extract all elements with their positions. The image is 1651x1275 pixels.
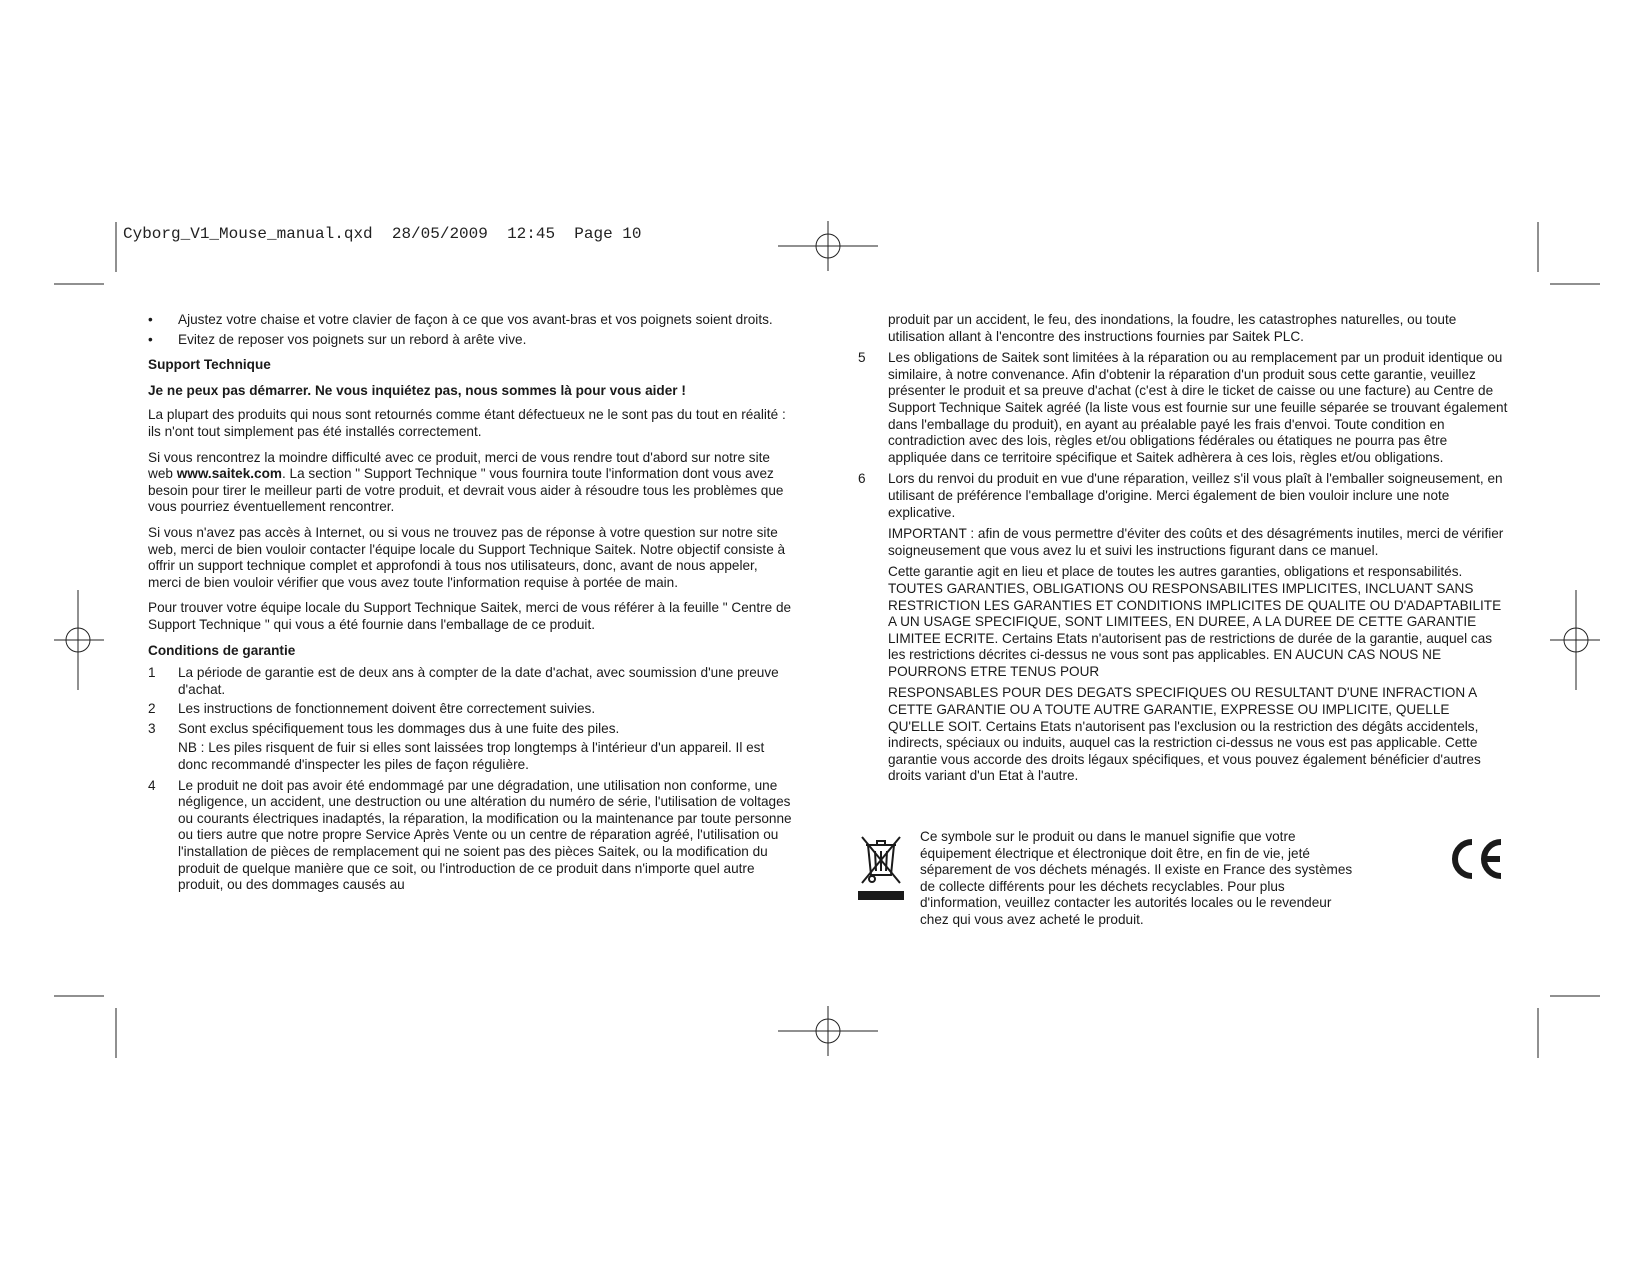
guarantee-paragraph: RESPONSABLES POUR DES DEGATS SPECIFIQUES OU RESULTANT D'UNE INFRACTION A CETTE GARANTIE OU A TOUTE AUTRE GARANTIE, EXPRESSE OU IMPLICITE, QUELLE QU'ELLE SOIT. Certains Etats n'autorisent pas l'exclusion ou la restriction des dégâts accidentels, indirects, spéciaux ou induits, auquel cas la restriction ci-dessus ne vous est pas applicable. Cette garantie vous accorde des droits légaux spécifiques, et vous pouvez également bénéficier d'autres droits variant d'un Etat à l'autre.: [888, 685, 1481, 784]
list-item: [148, 778, 793, 894]
support-subheading: Je ne peux pas démarrer. Ne vous inquiétez pas, nous sommes là pour vous aider !: [148, 382, 686, 398]
item-number: 6: [858, 471, 866, 487]
paragraph: Si vous n'avez pas accès à Internet, ou si vous ne trouvez pas de réponse à votre question sur notre site web, merci de bien vouloir contacter l'équipe locale du Support Technique Saitek. Notre objectif consiste à offrir un support technique complet et approfondi à tous nos utilisateurs, donc, avant de nous appeler, merci de bien vouloir vérifier que vous avez toute l'information requise à portée de main.: [148, 524, 786, 590]
item-number: 2: [148, 701, 156, 717]
paragraph-text: . La section " Support Technique " vous fournira toute l'information dont vous avez besoin pour tirer le meilleur parti de votre produit, et devrait vous aider à résoudre tous les problèmes que vous pourriez éventuellement rencontrer.: [148, 466, 784, 515]
registration-mark-icon: [54, 590, 104, 690]
support-heading: Support Technique: [148, 357, 271, 373]
item-text: Lors du renvoi du produit en vue d'une réparation, veillez s'il vous plaît à l'emballer soigneusement, en utilisant de préférence l'emballage d'origine. Merci également de bien vouloir inclure une note explicative.: [888, 471, 1503, 520]
disposal-notice: [858, 829, 1508, 927]
list-item: [148, 721, 793, 738]
item-text: Le produit ne doit pas avoir été endommagé par une dégradation, une utilisation non conforme, une négligence, un accident, une destruction ou une altération du numéro de série, l'utilisation de voltages ou courants électriques inadaptés, la réparation, la modification ou la maintenance par toute personne ou tiers autre que notre propre Service Après Vente ou un centre de réparation agréé, l'utilisation ou l'installation de pièces de remplacement qui ne soient pas des pièces Saitek, ou la modification du produit de quelque manière que ce soit, ou l'introduction de ce produit dans n'importe quel autre produit, ou des dommages causés au: [178, 777, 792, 893]
list-item: [858, 471, 1508, 521]
registration-mark-icon: [778, 1006, 878, 1056]
paragraph-text: Si vous rencontrez la moindre difficulté avec ce produit, merci de vous rendre tout d'abord sur notre site web: [148, 449, 770, 482]
list-item: [148, 312, 793, 329]
registration-mark-icon: [1550, 590, 1600, 690]
bullet-text: Ajustez votre chaise et votre clavier de façon à ce que vos avant-bras et vos poignets soient droits.: [178, 312, 773, 327]
paragraph: La plupart des produits qui nous sont retournés comme étant défectueux ne le sont pas du tout en réalité : ils n'ont tout simplement pas été installés correctement.: [148, 407, 786, 439]
item-text: La période de garantie est de deux ans à compter de la date d'achat, avec soumission d'une preuve d'achat.: [178, 665, 779, 697]
bullet-text: Evitez de reposer vos poignets sur un rebord à arête vive.: [178, 331, 527, 347]
list-item: [148, 332, 793, 349]
paragraph: Pour trouver votre équipe locale du Support Technique Saitek, merci de vous référer à la feuille " Centre de Support Technique " qui vous a été fournie dans l'emballage de ce produit.: [148, 600, 792, 632]
item-text: Les instructions de fonctionnement doivent être correctement suivies.: [178, 701, 596, 717]
website-link[interactable]: www.saitek.com: [176, 466, 282, 482]
item-text: Les obligations de Saitek sont limitées à la réparation ou au remplacement par un produit identique ou similaire, à notre convenance. Afin d'obtenir la réparation d'un produit sous cette garantie, veuillez présenter le produit et sa preuve d'achat (c'est à dire le ticket de caisse ou une facture) au Centre de Support Technique Saitek agréé (la liste vous est fournie sur une feuille séparée se trouvant également dans l'emballage du produit), en ayant au préalable payé les frais d'envoi. Toute condition en contradiction avec des lois, règles et/ou obligations fédérales ou étatiques ne pourra pas être appliquée dans ce territoire spécifique et Saitek adhèrera à ces lois, règles et/ou obligations.: [888, 350, 1508, 465]
bullet-mark: •: [148, 331, 153, 347]
right-column: [858, 312, 1508, 790]
disposal-text: Ce symbole sur le produit ou dans le manuel signifie que votre équipement électrique et électronique doit être, en fin de vie, jeté séparement de vos déchets ménagés. Il existe en France des systèmes de collecte différents pour les déchets recyclables. Pour plus d'information, veuillez contacter les autorités locales ou le revendeur chez qui vous avez acheté le produit.: [920, 829, 1353, 927]
item-text: Sont exclus spécifiquement tous les dommages dus à une fuite des piles.: [178, 720, 620, 736]
file-slug: Cyborg_V1_Mouse_manual.qxd 28/05/2009 12:45 Page 10: [123, 225, 642, 243]
left-column: [148, 312, 793, 897]
nb-note: NB : Les piles risquent de fuir si elles sont laissées trop longtemps à l'intérieur d'un appareil. Il est donc recommandé d'inspecter les piles de façon régulière.: [178, 740, 765, 773]
important-note: IMPORTANT : afin de vous permettre d'éviter des coûts et des désagréments inutiles, merci de vérifier soigneusement que vous avez lu et suivi les instructions figurant dans ce manuel.: [888, 526, 1504, 558]
bullet-mark: •: [148, 312, 153, 327]
warranty-heading: Conditions de garantie: [148, 642, 296, 658]
item-number: 3: [148, 720, 156, 736]
guarantee-paragraph: Cette garantie agit en lieu et place de toutes les autres garanties, obligations et responsabilités. TOUTES GARANTIES, OBLIGATIONS OU RESPONSABILITES IMPLICITES, INCLUANT SANS RESTRICTION LES GARANTIES ET CONDITIONS IMPLICITES DE QUALITE OU D'ADAPTABILITE A UN USAGE SPECIFIQUE, SONT LIMITEES, EN DUREE, A LA DUREE DE CETTE GARANTIE LIMITEE ECRITE. Certains Etats n'autorisent pas de restrictions de durée de la garantie, auquel cas les restrictions décrites ci-dessus ne vous sont pas applicables. EN AUCUN CAS NOUS NE POURRONS ETRE TENUS POUR: [888, 564, 1502, 679]
paragraph: [148, 450, 793, 516]
list-item: [148, 665, 793, 698]
item-number: 1: [148, 665, 156, 681]
item-continuation: produit par un accident, le feu, des inondations, la foudre, les catastrophes naturelles, ou toute utilisation allant à l'encontre des instructions fournies par Saitek PLC.: [888, 312, 1457, 344]
item-number: 5: [858, 350, 866, 366]
registration-mark-icon: [778, 221, 878, 271]
item-number: 4: [148, 777, 156, 793]
list-item: [858, 350, 1508, 466]
list-item: [148, 701, 793, 718]
ce-mark-icon: [1448, 837, 1506, 881]
crossed-out-bin-icon: [858, 833, 904, 901]
